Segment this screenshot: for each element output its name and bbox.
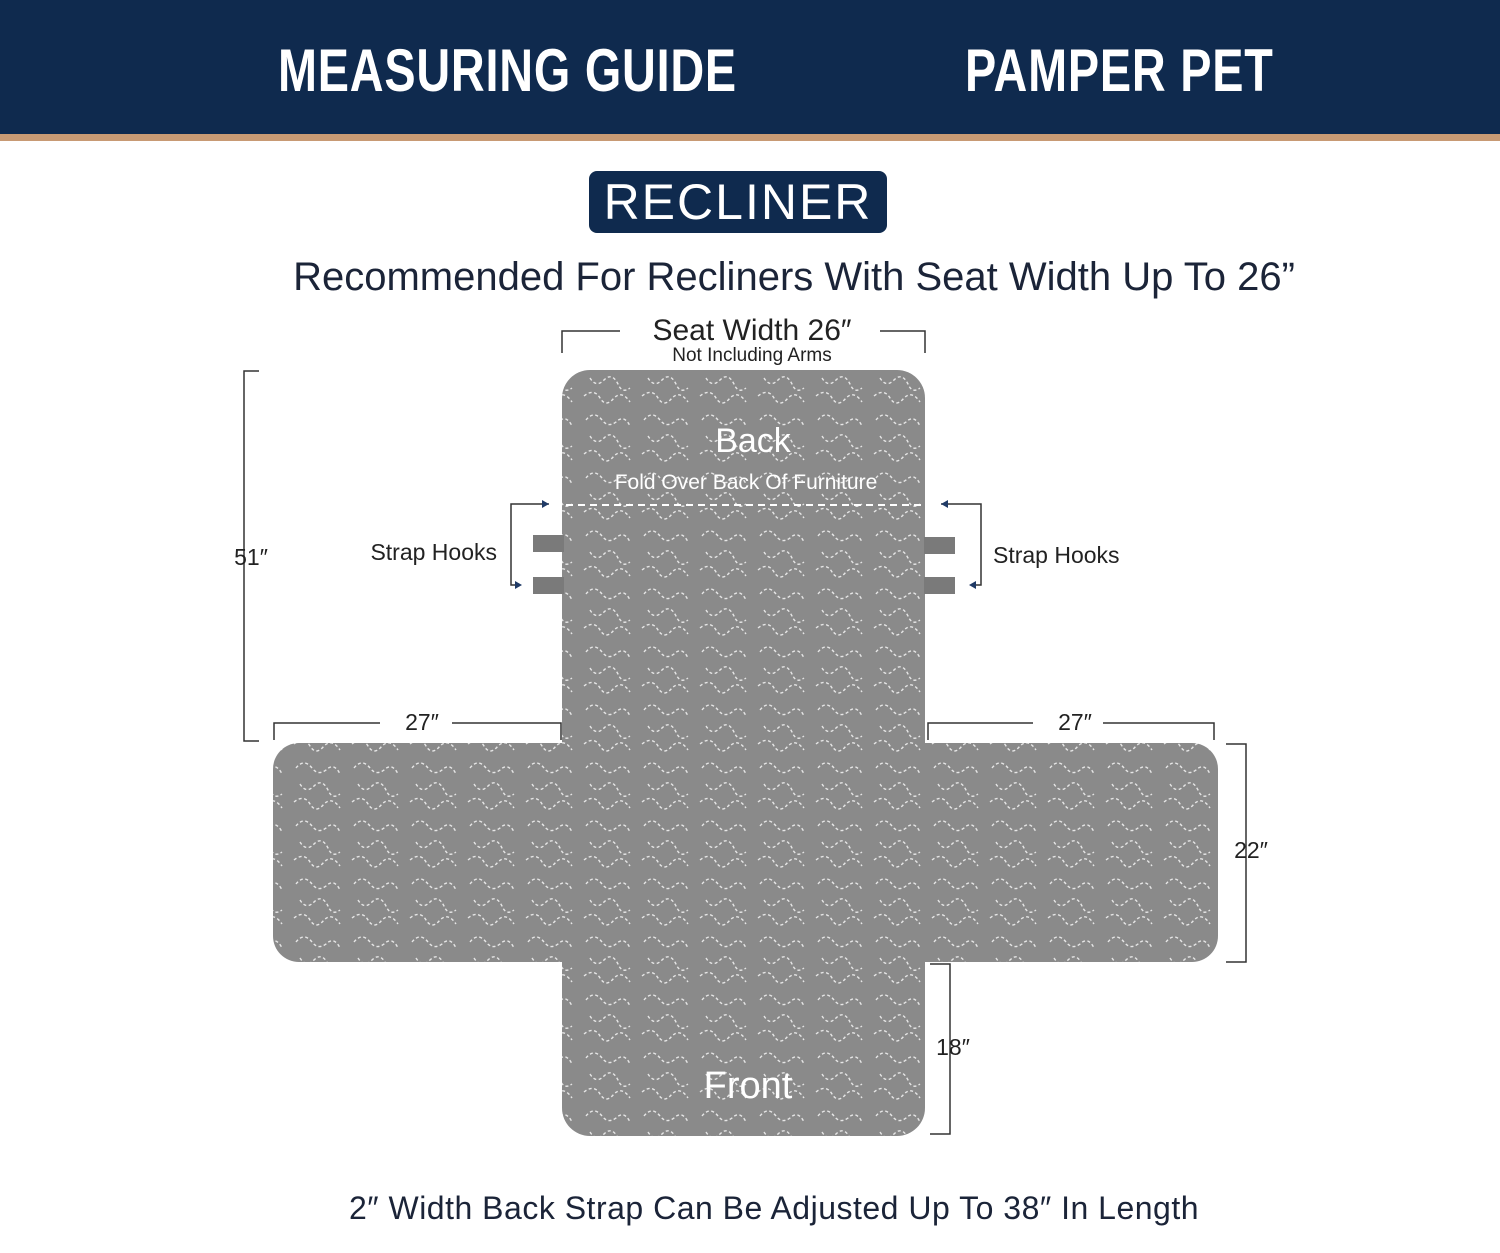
length-label: 51″ <box>234 544 268 570</box>
arrow-right-bottom <box>969 581 976 589</box>
arrow-left-bottom <box>515 581 522 589</box>
strap-left-bottom <box>533 577 564 594</box>
front-label: Front <box>703 1065 793 1107</box>
back-note: Fold Over Back Of Furniture <box>614 471 878 494</box>
cover-arm-panel <box>273 743 1218 962</box>
arrow-left-top <box>542 500 549 508</box>
strap-hooks-left-label: Strap Hooks <box>370 539 497 565</box>
back-label: Back <box>715 422 791 460</box>
strap-right-bottom <box>924 577 955 594</box>
arm-right-label: 27″ <box>1058 709 1092 735</box>
front-drop-label: 18″ <box>936 1034 970 1060</box>
seat-width-note: Not Including Arms <box>672 345 832 366</box>
arm-left-label: 27″ <box>405 709 439 735</box>
strap-note-footer: 2″ Width Back Strap Can Be Adjusted Up To 38″ In Length <box>348 1190 1200 1226</box>
arrow-right-top <box>941 500 948 508</box>
seat-width-label: Seat Width 26″ <box>652 314 852 347</box>
arm-depth-label: 22″ <box>1234 837 1268 863</box>
strap-hooks-right-label: Strap Hooks <box>993 542 1120 568</box>
strap-right-top <box>924 537 955 554</box>
header-title-measuring-guide: MEASURING GUIDE <box>278 37 737 104</box>
product-type-badge: RECLINER <box>589 171 887 233</box>
recommendation-subtitle: Recommended For Recliners With Seat Width Up To 26” <box>293 255 1295 299</box>
strap-left-top <box>533 535 564 552</box>
header-title-brand: PAMPER PET <box>965 37 1274 104</box>
